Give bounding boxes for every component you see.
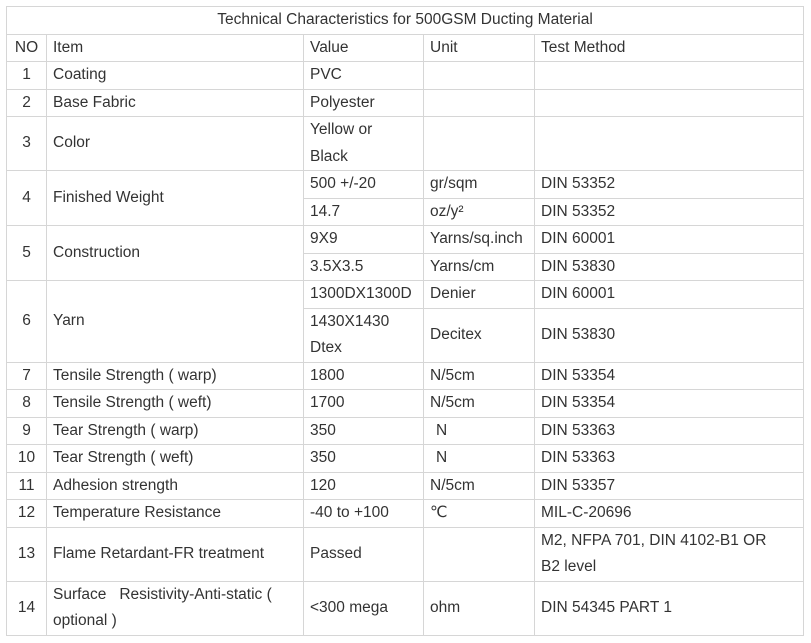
row-value-line: Yellow or bbox=[310, 121, 373, 138]
row-test-method: DIN 60001 bbox=[535, 281, 804, 309]
table-row bbox=[7, 62, 804, 90]
header-test-method: Test Method bbox=[535, 34, 804, 62]
title-row bbox=[7, 7, 804, 35]
row-unit bbox=[424, 89, 535, 117]
table-row bbox=[7, 226, 804, 254]
row-test-line: B2 level bbox=[541, 558, 597, 575]
row-item bbox=[47, 581, 304, 635]
row-test-method: DIN 53352 bbox=[535, 171, 804, 199]
table-row bbox=[7, 171, 804, 199]
row-test-method: DIN 53830 bbox=[535, 308, 804, 362]
row-test-method bbox=[535, 62, 804, 90]
row-value: -40 to +100 bbox=[304, 500, 424, 528]
row-test-method: DIN 53363 bbox=[535, 445, 804, 473]
table-row bbox=[7, 417, 804, 445]
row-test-method bbox=[535, 527, 804, 581]
row-value-line: Black bbox=[310, 147, 348, 165]
row-no: 5 bbox=[7, 226, 47, 281]
table-row bbox=[7, 117, 804, 171]
row-value: 1300DX1300D bbox=[304, 281, 424, 309]
row-unit bbox=[424, 62, 535, 90]
row-no: 13 bbox=[7, 527, 47, 581]
row-item-line: Surface Resistivity-Anti-static ( bbox=[53, 585, 272, 603]
table-row bbox=[7, 472, 804, 500]
row-test-method bbox=[535, 89, 804, 117]
row-unit: Yarns/cm bbox=[424, 253, 535, 281]
table-title: Technical Characteristics for 500GSM Ducting Material bbox=[7, 7, 804, 35]
table-row bbox=[7, 527, 804, 581]
row-unit: N bbox=[424, 445, 535, 473]
row-value bbox=[304, 117, 424, 171]
row-unit: gr/sqm bbox=[424, 171, 535, 199]
row-unit: oz/y² bbox=[424, 198, 535, 226]
row-unit: Denier bbox=[424, 281, 535, 309]
row-test-method bbox=[535, 117, 804, 171]
row-item: Base Fabric bbox=[47, 89, 304, 117]
row-no: 8 bbox=[7, 390, 47, 418]
row-value: PVC bbox=[304, 62, 424, 90]
row-unit: N/5cm bbox=[424, 390, 535, 418]
row-item: Temperature Resistance bbox=[47, 500, 304, 528]
row-unit: N/5cm bbox=[424, 472, 535, 500]
spec-table-container bbox=[6, 6, 804, 636]
row-unit: Decitex bbox=[424, 308, 535, 362]
row-test-method: DIN 53354 bbox=[535, 362, 804, 390]
row-unit bbox=[424, 527, 535, 581]
row-item: Tensile Strength ( warp) bbox=[47, 362, 304, 390]
row-no: 7 bbox=[7, 362, 47, 390]
table-row bbox=[7, 500, 804, 528]
row-no: 14 bbox=[7, 581, 47, 635]
row-test-method: DIN 53363 bbox=[535, 417, 804, 445]
row-item: Color bbox=[47, 117, 304, 171]
row-value-line: 1430X1430 bbox=[310, 312, 390, 330]
header-value: Value bbox=[304, 34, 424, 62]
row-item: Yarn bbox=[47, 281, 304, 363]
row-value: 1800 bbox=[304, 362, 424, 390]
row-test-method: DIN 53352 bbox=[535, 198, 804, 226]
table-row bbox=[7, 89, 804, 117]
row-item: Flame Retardant-FR treatment bbox=[47, 527, 304, 581]
row-item: Finished Weight bbox=[47, 171, 304, 226]
row-value: Passed bbox=[304, 527, 424, 581]
row-no: 2 bbox=[7, 89, 47, 117]
row-no: 3 bbox=[7, 117, 47, 171]
row-no: 9 bbox=[7, 417, 47, 445]
row-item: Coating bbox=[47, 62, 304, 90]
row-unit: N bbox=[424, 417, 535, 445]
table-row bbox=[7, 281, 804, 309]
row-value: 14.7 bbox=[304, 198, 424, 226]
row-no: 12 bbox=[7, 500, 47, 528]
row-value: <300 mega bbox=[304, 581, 424, 635]
row-unit: Yarns/sq.inch bbox=[424, 226, 535, 254]
row-value: 350 bbox=[304, 445, 424, 473]
row-test-method: DIN 54345 PART 1 bbox=[535, 581, 804, 635]
row-value: 1700 bbox=[304, 390, 424, 418]
row-no: 11 bbox=[7, 472, 47, 500]
table-row bbox=[7, 445, 804, 473]
row-no: 10 bbox=[7, 445, 47, 473]
row-test-method: DIN 53354 bbox=[535, 390, 804, 418]
table-row bbox=[7, 390, 804, 418]
row-item: Adhesion strength bbox=[47, 472, 304, 500]
row-value: 500 +/-20 bbox=[304, 171, 424, 199]
row-no: 4 bbox=[7, 171, 47, 226]
row-value: 9X9 bbox=[304, 226, 424, 254]
row-value: 350 bbox=[304, 417, 424, 445]
row-no: 6 bbox=[7, 281, 47, 363]
row-test-method: DIN 53357 bbox=[535, 472, 804, 500]
row-item-line: optional ) bbox=[53, 612, 117, 629]
row-value: 3.5X3.5 bbox=[304, 253, 424, 281]
row-unit: ℃ bbox=[424, 500, 535, 528]
row-item: Tensile Strength ( weft) bbox=[47, 390, 304, 418]
header-unit: Unit bbox=[424, 34, 535, 62]
row-item: Tear Strength ( weft) bbox=[47, 445, 304, 473]
row-unit bbox=[424, 117, 535, 171]
row-unit: N/5cm bbox=[424, 362, 535, 390]
row-item: Tear Strength ( warp) bbox=[47, 417, 304, 445]
header-item: Item bbox=[47, 34, 304, 62]
table-row bbox=[7, 362, 804, 390]
row-item: Construction bbox=[47, 226, 304, 281]
row-value-line: Dtex bbox=[310, 339, 342, 356]
row-test-line: M2, NFPA 701, DIN 4102-B1 OR bbox=[541, 531, 767, 549]
row-no: 1 bbox=[7, 62, 47, 90]
row-test-method: DIN 53830 bbox=[535, 253, 804, 281]
header-no: NO bbox=[7, 34, 47, 62]
row-test-method: DIN 60001 bbox=[535, 226, 804, 254]
row-test-method: MIL-C-20696 bbox=[535, 500, 804, 528]
row-value bbox=[304, 308, 424, 362]
table-row bbox=[7, 581, 804, 635]
row-value: Polyester bbox=[304, 89, 424, 117]
header-row bbox=[7, 34, 804, 62]
technical-characteristics-table bbox=[6, 6, 804, 636]
row-value: 120 bbox=[304, 472, 424, 500]
row-unit: ohm bbox=[424, 581, 535, 635]
